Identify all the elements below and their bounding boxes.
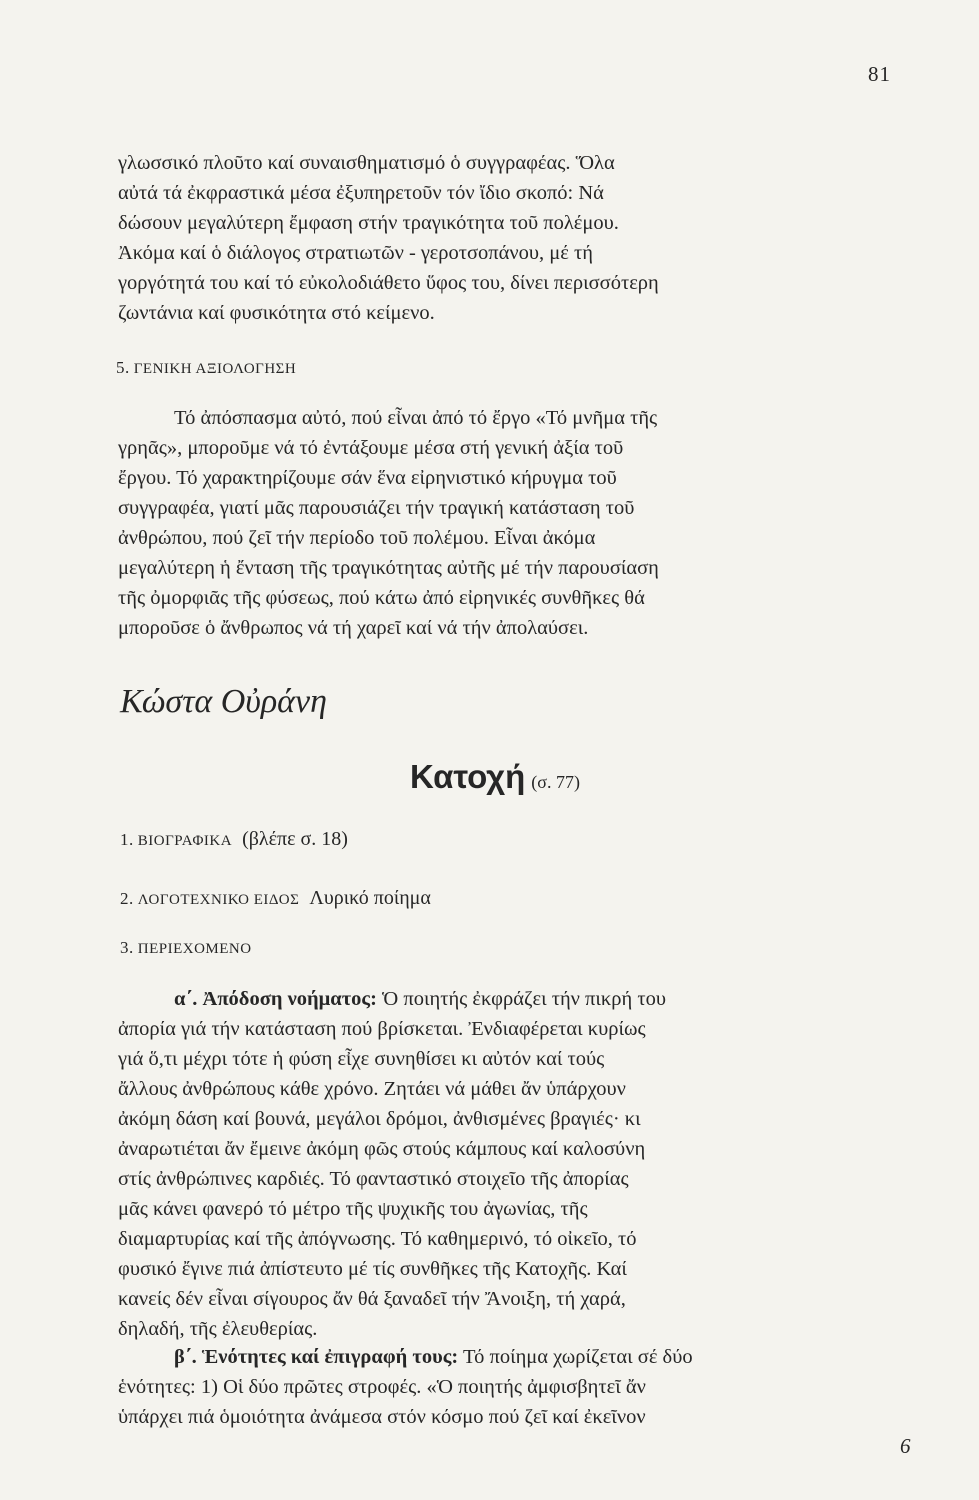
section-title: ΠΕΡΙΕΧΟΜΕΝΟ <box>137 941 252 957</box>
text-line: δώσουν μεγαλύτερη ἔμφαση στήν τραγικότητα τοῦ πολέμου. <box>118 212 619 234</box>
text-fragment: Ὁ ποιητής ἐκφράζει τήν πικρή του <box>382 988 666 1010</box>
text-line: στίς ἀνθρώπινες καρδιές. Τό φανταστικό στοιχεῖο τῆς ἀπορίας <box>118 1168 629 1190</box>
intro-paragraph <box>118 148 906 328</box>
section-number: 1. <box>120 830 134 849</box>
text-line: ὑπάρχει πιά ὁμοιότητα ἀνάμεσα στόν κόσμο πού ζεῖ καί ἐκεῖνον <box>118 1406 646 1428</box>
text-line: μεγαλύτερη ἡ ἔνταση τῆς τραγικότητας αὐτῆς μέ τήν παρουσίαση <box>118 557 659 579</box>
section-5-heading <box>116 358 296 378</box>
text-line: ἀκόμη δάση καί βουνά, μεγάλοι δρόμοι, ἀνθισμένες βραγιές· κι <box>118 1108 641 1130</box>
section-number: 2. <box>120 889 134 908</box>
text-fragment: Τό ποίημα χωρίζεται σέ δύο <box>462 1346 693 1368</box>
section-number: 5. <box>116 358 130 377</box>
text-line: γοργότητά του καί τό εὐκολοδιάθετο ὕφος του, δίνει περισσότερη <box>118 272 659 294</box>
text-line: δηλαδή, τῆς ἐλευθερίας. <box>118 1318 318 1340</box>
author-name: Κώστα Οὐράνη <box>120 683 327 720</box>
subsection-b-label: β΄. Ἑνότητες καί ἐπιγραφή τους: <box>174 1346 459 1368</box>
text-line: διαμαρτυρίας καί τῆς ἀπόγνωσης. Τό καθημερινό, τό οἰκεῖο, τό <box>118 1228 637 1250</box>
text-line: ἀπορία γιά τήν κατάσταση πού βρίσκεται. Ἐνδιαφέρεται κυρίως <box>118 1018 646 1040</box>
signature-mark: 6 <box>900 1434 911 1458</box>
text-line: αὐτά τά ἐκφραστικά μέσα ἐξυπηρετοῦν τόν ἴδιο σκοπό: Νά <box>118 182 604 204</box>
text-line: φυσικό ἔγινε πιά ἀπίστευτο μέ τίς συνθῆκες τῆς Κατοχῆς. Καί <box>118 1258 627 1280</box>
text-line: μποροῦσε ὁ ἄνθρωπος νά τή χαρεῖ καί νά τήν ἀπολαύσει. <box>118 617 589 639</box>
section-title: ΓΕΝΙΚΗ ΑΞΙΟΛΟΓΗΣΗ <box>133 361 297 377</box>
poem-title <box>410 758 580 796</box>
subsection-b-paragraph <box>118 1342 906 1432</box>
text-line: γλωσσικό πλοῦτο καί συναισθηματισμό ὁ συγγραφέας. Ὅλα <box>118 152 615 174</box>
text-line: Ἀκόμα καί ὁ διάλογος στρατιωτῶν - γεροτσοπάνου, μέ τή <box>118 242 593 264</box>
text-line: κανείς δέν εἶναι σίγουρος ἄν θά ξαναδεῖ τήν Ἄνοιξη, τή χαρά, <box>118 1288 626 1310</box>
section-1-heading <box>120 828 348 851</box>
poem-title-text: Κατοχή <box>410 758 526 795</box>
section-extra: (βλέπε σ. 18) <box>242 828 348 850</box>
section-title: ΒΙΟΓΡΑΦΙΚΑ <box>137 833 233 849</box>
text-line: ζωντάνια καί φυσικότητα στό κείμενο. <box>118 302 435 324</box>
section-5-paragraph <box>118 403 906 643</box>
section-3-heading <box>120 938 252 958</box>
text-line: Τό ἀπόσπασμα αὐτό, πού εἶναι ἀπό τό ἔργο «Τό μνῆμα τῆς <box>174 407 658 429</box>
text-line: τῆς ὀμορφιᾶς τῆς φύσεως, πού κάτω ἀπό εἰρηνικές συνθῆκες θά <box>118 587 645 609</box>
section-number: 3. <box>120 938 134 957</box>
text-line: γρηᾶς», μποροῦμε νά τό ἐντάξουμε μέσα στή γενική ἀξία τοῦ <box>118 437 624 459</box>
text-line: ἑνότητες: 1) Οἱ δύο πρῶτες στροφές. «Ὁ ποιητής ἀμφισβητεῖ ἄν <box>118 1376 646 1398</box>
text-line <box>118 1342 906 1372</box>
text-line: ἔργου. Τό χαρακτηρίζουμε σάν ἕνα εἰρηνιστικό κήρυγμα τοῦ <box>118 467 617 489</box>
text-line: μᾶς κάνει φανερό τό μέτρο τῆς ψυχικῆς του ἀγωνίας, τῆς <box>118 1198 588 1220</box>
subsection-a-paragraph <box>118 984 906 1344</box>
section-2-heading <box>120 887 431 910</box>
text-line: ἀναρωτιέται ἄν ἔμεινε ἀκόμη φῶς στούς κάμπους καί καλοσύνη <box>118 1138 646 1160</box>
text-line: συγγραφέα, γιατί μᾶς παρουσιάζει τήν τραγική κατάσταση τοῦ <box>118 497 635 519</box>
text-line: ἀνθρώπου, πού ζεῖ τήν περίοδο τοῦ πολέμου. Εἶναι ἀκόμα <box>118 527 596 549</box>
poem-page-ref: (σ. 77) <box>531 772 580 792</box>
text-line <box>118 984 906 1014</box>
text-line: γιά ὅ,τι μέχρι τότε ἡ φύση εἶχε συνηθίσει κι αὐτόν καί τούς <box>118 1048 605 1070</box>
page-number: 81 <box>868 62 891 86</box>
section-extra: Λυρικό ποίημα <box>309 887 431 909</box>
subsection-a-label: α΄. Ἀπόδοση νοήματος: <box>174 988 377 1010</box>
text-line: ἄλλους ἀνθρώπους κάθε χρόνο. Ζητάει νά μάθει ἄν ὑπάρχουν <box>118 1078 626 1100</box>
section-title: ΛΟΓΟΤΕΧΝΙΚΟ ΕΙΔΟΣ <box>137 892 300 908</box>
